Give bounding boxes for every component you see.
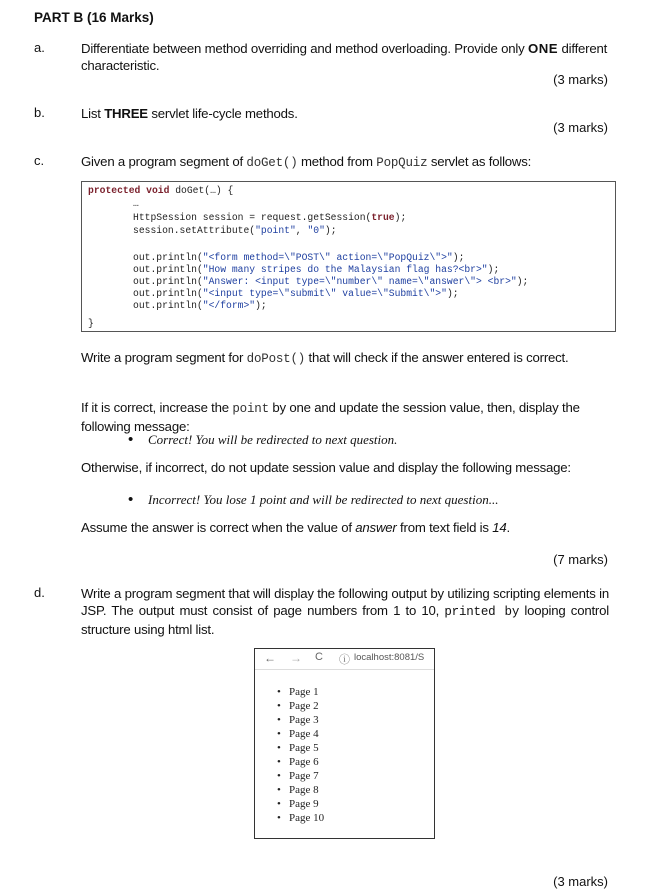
bullet-icon: • [128,431,134,448]
question-c-p2-post: by one and update the session value, then, display the following message: [81,400,580,434]
question-d-text [81,585,609,638]
question-c-label: c. [34,153,45,168]
question-c-p4-answer: answer [355,520,397,535]
code-line-8-pre: out.println( [133,288,203,299]
browser-output-window [254,648,435,839]
page-list-item: • Page 10 [277,811,324,825]
question-d-marks: (3 marks) [553,874,608,889]
code-line-4-mid: , [295,225,308,236]
code-line-9 [133,300,267,312]
code-line-5-post: ); [452,252,465,263]
question-c-intro-mid: method from [297,154,377,169]
question-d-text-post: looping control structure using html list. [81,603,609,637]
info-icon[interactable]: ⓘ [339,654,350,666]
code-line-3-post: ); [394,212,407,223]
code-line-9-pre: out.println( [133,300,203,311]
code-string-question: "How many stripes do the Malaysian flag has?<br>" [202,264,488,275]
code-line-1 [88,185,233,197]
question-c-p2-variable: point [232,402,269,416]
code-keyword-true: true [371,212,395,223]
page-list-item: • Page 8 [277,783,324,797]
question-a-text [81,40,621,74]
code-line-8-post: ); [446,288,459,299]
code-line-10: } [88,318,94,329]
code-line-9-post: ); [255,300,267,311]
question-c-paragraph-1 [81,349,601,368]
code-line-2: … [133,198,139,209]
code-line-1-rest: doGet(…) { [169,185,234,196]
browser-toolbar [255,649,434,670]
code-line-4-post: ); [324,225,337,236]
question-c-intro [81,153,621,172]
code-string-submit-input: "<input type=\"submit\" value=\"Submit\">" [202,288,447,299]
question-c-p1-pre: Write a program segment for [81,350,247,365]
page-list-item: • Page 7 [277,769,324,783]
question-d-text-mono: printed by [444,605,520,619]
question-c-p2-pre: If it is correct, increase the [81,400,233,415]
question-c-paragraph-4 [81,519,621,536]
code-keyword-protected-void: protected void [88,185,170,196]
question-b-text-pre: List [81,106,105,121]
question-d-label: d. [34,585,45,600]
page-list-item: • Page 4 [277,727,324,741]
code-line-7-post: ); [516,276,529,287]
question-b-text-post: servlet life-cycle methods. [147,106,298,121]
code-line-3 [133,212,406,224]
code-string-form-close: "</form>" [202,300,256,311]
code-line-4 [133,225,337,237]
page-list-item: • Page 1 [277,685,324,699]
question-c-p1-method: doPost() [246,352,306,366]
address-bar-url[interactable]: localhost:8081/S [354,652,425,663]
question-a-emphasis: ONE [527,41,559,56]
question-c-paragraph-2 [81,399,621,435]
code-line-7 [133,276,528,288]
part-heading: PART B (16 Marks) [34,10,154,25]
question-a-text-pre: Differentiate between method overriding and method overloading. Provide only [81,41,528,56]
code-line-6-post: ); [487,264,500,275]
bullet-incorrect-text: Incorrect! You lose 1 point and will be redirected to next question... [148,492,499,507]
question-c-p1-post: that will check if the answer entered is correct. [305,350,569,365]
code-line-5 [133,252,464,264]
code-string-point: "point" [255,225,296,236]
question-b-marks: (3 marks) [553,120,608,135]
code-line-4-pre: session.setAttribute( [133,225,256,236]
question-c-intro-pre: Given a program segment of [81,154,247,169]
code-line-7-pre: out.println( [133,276,203,287]
question-b-emphasis: THREE [104,106,148,121]
code-line-6 [133,264,499,276]
bullet-incorrect-message [128,491,498,508]
code-line-6-pre: out.println( [133,264,203,275]
question-c-p4-pre: Assume the answer is correct when the value of [81,520,356,535]
question-a-label: a. [34,40,45,55]
page-list-item: • Page 9 [277,797,324,811]
code-string-answer-input: "Answer: <input type=\"number\" name=\"answer\"> <br>" [202,276,517,287]
code-listing [81,181,616,332]
question-d-text-pre: Write a program segment that will display the following output by utilizing scripting elements in JSP. The output must consist of page numbers from 1 to 10, [81,586,609,618]
question-c-marks: (7 marks) [553,552,608,567]
code-string-form-open: "<form method=\"POST\" action=\"PopQuiz\">" [202,252,453,263]
code-string-zero: "0" [307,225,325,236]
question-c-p4-mid: from text field is [396,520,493,535]
page-list-item: • Page 5 [277,741,324,755]
page-list-item: • Page 6 [277,755,324,769]
reload-icon[interactable]: C [315,651,323,663]
question-c-intro-servlet: PopQuiz [376,156,428,170]
bullet-correct-message [128,431,397,448]
code-line-8 [133,288,459,300]
back-arrow-icon[interactable]: ← [264,651,276,665]
question-a-marks: (3 marks) [553,72,608,87]
forward-arrow-icon[interactable]: → [290,651,302,665]
question-c-paragraph-3: Otherwise, if incorrect, do not update session value and display the following message: [81,460,571,475]
code-line-3-pre: HttpSession session = request.getSession( [133,212,372,223]
page-number-list [277,685,324,825]
code-line-5-pre: out.println( [133,252,203,263]
question-c-intro-method: doGet() [246,156,298,170]
question-c-p4-post: . [506,520,511,535]
bullet-icon: • [128,491,134,508]
question-c-intro-post: servlet as follows: [427,154,532,169]
question-b-label: b. [34,105,45,120]
page-list-item: • Page 2 [277,699,324,713]
page-list-item: • Page 3 [277,713,324,727]
bullet-correct-text: Correct! You will be redirected to next question. [148,432,398,447]
question-a-text-post: different characteristic. [81,41,608,73]
question-c-p4-value: 14 [492,520,507,535]
